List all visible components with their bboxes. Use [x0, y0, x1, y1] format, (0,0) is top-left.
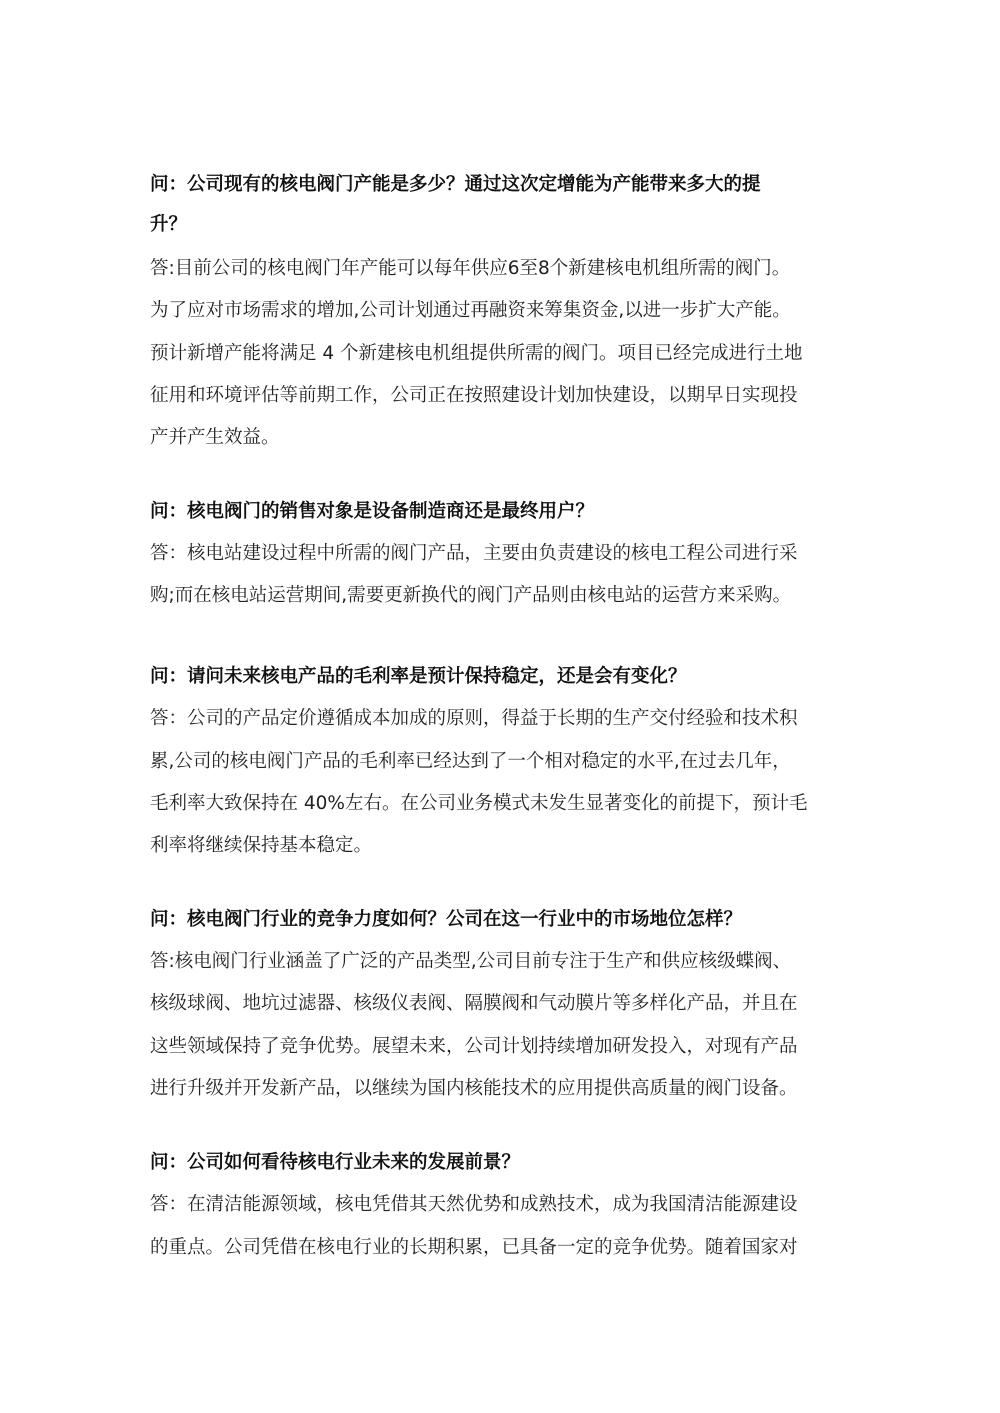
answer-3-line-1: 答：公司的产品定价遵循成本加成的原则，得益于长期的生产交付经验和技术积	[150, 708, 798, 729]
question-1-line-2: 升？	[150, 214, 188, 235]
answer-4-line-4: 进行升级并开发新产品，以继续为国内核能技术的应用提供高质量的阀门设备。	[150, 1078, 798, 1099]
answer-2-line-2: 购;而在核电站运营期间,需要更新换代的阀门产品则由核电站的运营方来采购。	[150, 585, 792, 606]
answer-1-line-2: 为了应对市场需求的增加,公司计划通过再融资来筹集资金,以进一步扩大产能。	[150, 300, 791, 321]
answer-1-line-1: 答:目前公司的核电阀门年产能可以每年供应6至8个新建核电机组所需的阀门。	[150, 258, 791, 279]
answer-3-line-2: 累,公司的核电阀门产品的毛利率已经达到了一个相对稳定的水平,在过去几年，	[150, 751, 791, 772]
answer-5-line-1: 答：在清洁能源领域，核电凭借其天然优势和成熟技术，成为我国清洁能源建设	[150, 1194, 798, 1215]
answer-5-line-2: 的重点。公司凭借在核电行业的长期积累，已具备一定的竞争优势。随着国家对	[150, 1237, 798, 1258]
answer-3-line-3: 毛利率大致保持在 40%左右。在公司业务模式未发生显著变化的前提下，预计毛	[150, 793, 808, 814]
question-2-line-1: 问：核电阀门的销售对象是设备制造商还是最终用户？	[150, 501, 595, 522]
answer-1-line-3: 预计新增产能将满足 4 个新建核电机组提供所需的阀门。项目已经完成进行土地	[150, 343, 803, 364]
answer-3-line-4: 利率将继续保持基本稳定。	[150, 835, 373, 856]
answer-4-line-1: 答:核电阀门行业涵盖了广泛的产品类型,公司目前专注于生产和供应核级蝶阀、	[150, 951, 792, 972]
question-3-line-1: 问：请问未来核电产品的毛利率是预计保持稳定，还是会有变化？	[150, 666, 687, 687]
question-5-line-1: 问：公司如何看待核电行业未来的发展前景？	[150, 1152, 521, 1173]
answer-1-line-4: 征用和环境评估等前期工作，公司正在按照建设计划加快建设，以期早日实现投	[150, 385, 798, 406]
answer-2-line-1: 答：核电站建设过程中所需的阀门产品，主要由负责建设的核电工程公司进行采	[150, 543, 798, 564]
answer-1-line-5: 产并产生效益。	[150, 427, 280, 448]
answer-4-line-2: 核级球阀、地坑过滤器、核级仪表阀、隔膜阀和气动膜片等多样化产品，并且在	[150, 993, 798, 1014]
question-4-line-1: 问：核电阀门行业的竞争力度如何？公司在这一行业中的市场地位怎样？	[150, 909, 743, 930]
question-1-line-1: 问：公司现有的核电阀门产能是多少？通过这次定增能为产能带来多大的提	[150, 174, 761, 195]
answer-4-line-3: 这些领域保持了竞争优势。展望未来，公司计划持续增加研发投入，对现有产品	[150, 1036, 798, 1057]
